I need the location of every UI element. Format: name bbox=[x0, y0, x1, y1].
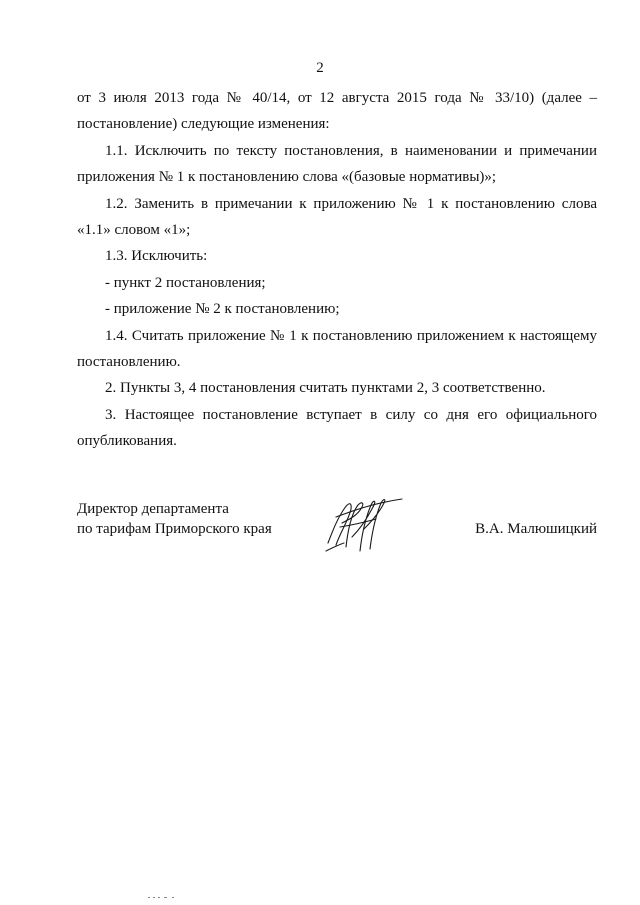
scan-artifact bbox=[148, 896, 188, 899]
document-body bbox=[77, 85, 597, 455]
signatory-position bbox=[77, 499, 272, 539]
item-1-3-a: - пункт 2 постановления; bbox=[105, 274, 266, 291]
item-1-1: 1.1. Исключить по тексту постановления, в наименовании и примечании приложения № 1 к постановлению слова «(базовые нормативы)»; bbox=[77, 142, 597, 186]
position-line-2: по тарифам Приморского края bbox=[77, 521, 272, 537]
signatory-name: В.А. Малюшицкий bbox=[475, 521, 597, 537]
handwritten-signature bbox=[322, 493, 408, 555]
position-line-1: Директор департамента bbox=[77, 501, 229, 517]
signature-block bbox=[77, 499, 597, 559]
intro-paragraph: от 3 июля 2013 года № 40/14, от 12 августа 2015 года № 33/10) (далее – постановление) следующие изменения: bbox=[77, 90, 597, 133]
item-1-2: 1.2. Заменить в примечании к приложению № 1 к постановлению слова «1.1» словом «1»; bbox=[77, 195, 597, 239]
item-1-3-b: - приложение № 2 к постановлению; bbox=[105, 301, 340, 318]
item-1-3: 1.3. Исключить: bbox=[105, 248, 208, 265]
item-2: 2. Пункты 3, 4 постановления считать пунктами 2, 3 соответственно. bbox=[105, 380, 546, 397]
item-3: 3. Настоящее постановление вступает в силу со дня его официального опубликования. bbox=[77, 406, 597, 450]
item-1-4: 1.4. Считать приложение № 1 к постановлению приложением к настоящему постановлению. bbox=[77, 327, 597, 371]
page-number: 2 bbox=[316, 60, 324, 76]
